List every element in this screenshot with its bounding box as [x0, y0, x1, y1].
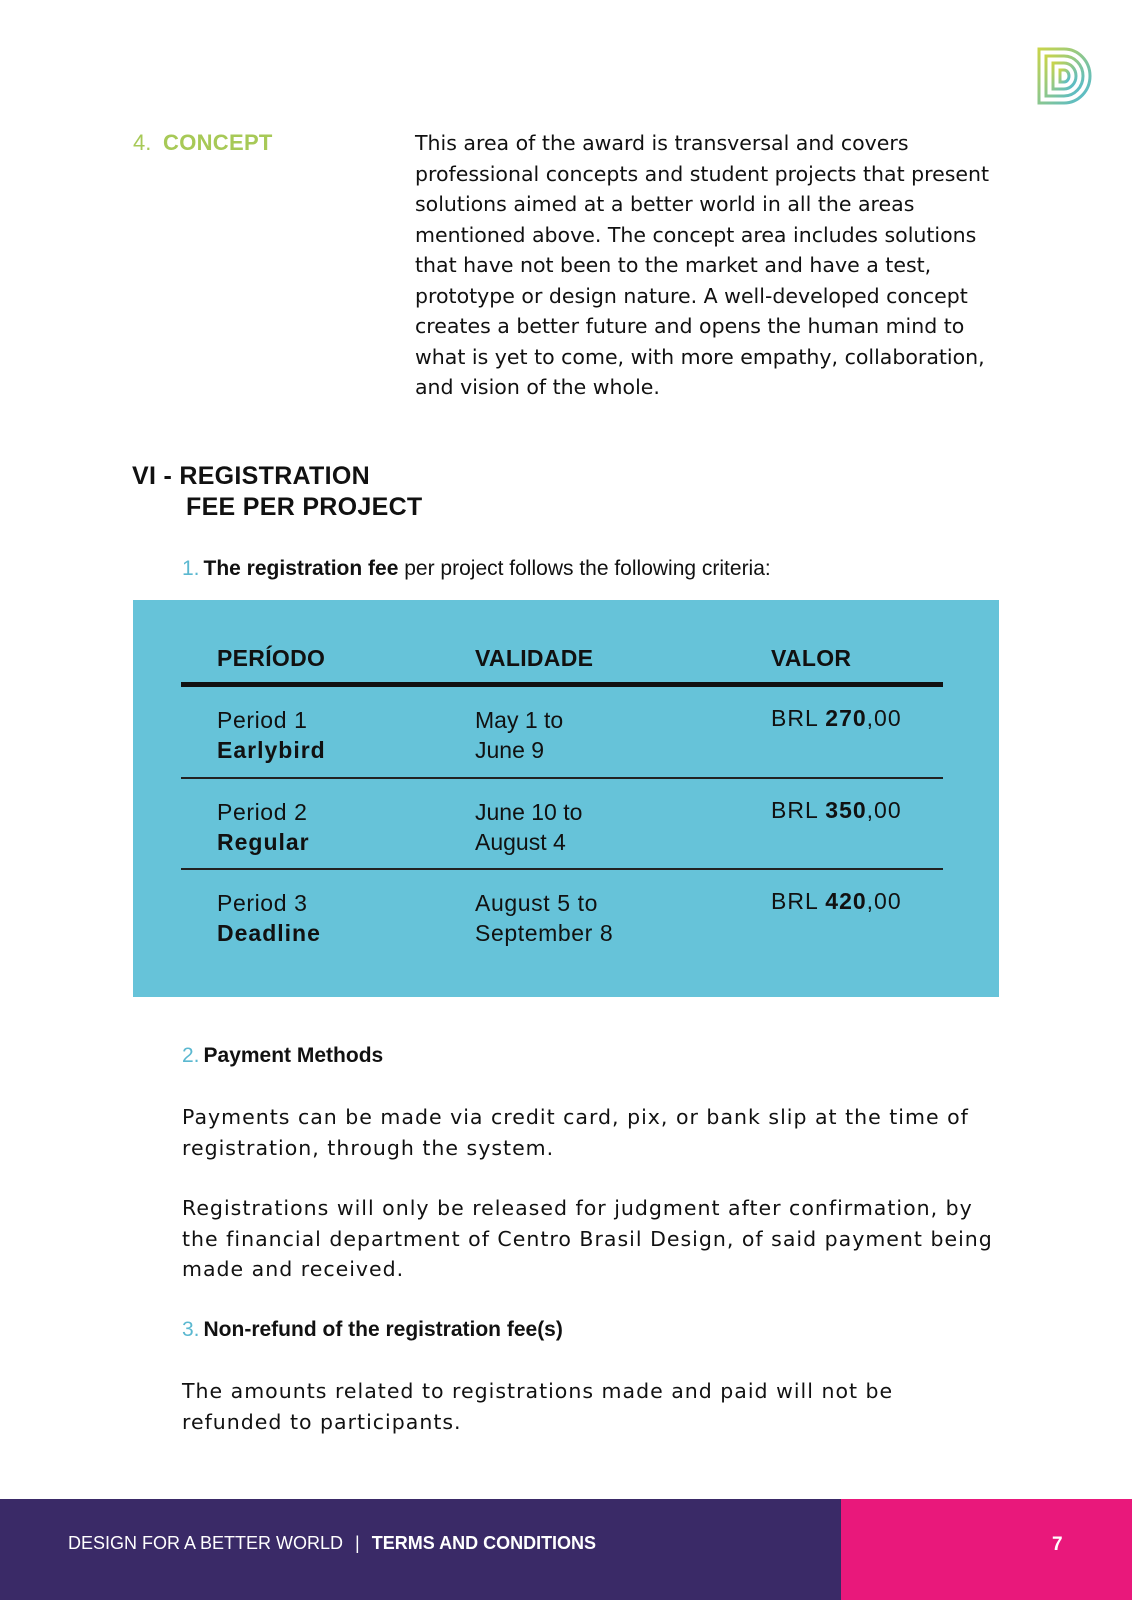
concept-description	[415, 128, 1005, 403]
refund-paragraph	[182, 1376, 1012, 1437]
amount: 270	[825, 705, 867, 731]
period-name: Regular	[217, 829, 310, 855]
item-3-title: Non-refund of the registration fee(s)	[203, 1318, 563, 1341]
text-line: what is yet to come, with more empathy, collaboration,	[415, 344, 985, 369]
text-line: prototype or design nature. A well-developed concept	[415, 283, 968, 308]
table-row-value	[771, 888, 902, 915]
item-3-heading	[182, 1318, 563, 1342]
text-line: the financial department of Centro Brasil Design, of said payment being	[182, 1226, 993, 1251]
section-title	[132, 461, 423, 523]
validity-line: August 5 to	[475, 890, 598, 916]
footer-page-block	[841, 1499, 1132, 1600]
table-row-validity	[475, 705, 563, 765]
validity-line: September 8	[475, 920, 614, 946]
table-row-divider	[181, 868, 943, 870]
footer-text	[68, 1533, 596, 1554]
currency: BRL	[771, 888, 826, 914]
amount: 420	[825, 888, 867, 914]
table-header-period: PERÍODO	[217, 645, 326, 671]
footer-section-title: TERMS AND CONDITIONS	[371, 1533, 597, 1553]
text-line: Payments can be made via credit card, pix, or bank slip at the time of	[182, 1105, 969, 1129]
period-label: Period 1	[217, 707, 308, 733]
table-row-period	[217, 797, 310, 857]
table-header-divider	[181, 682, 943, 687]
table-header-validity: VALIDADE	[475, 645, 594, 671]
table-row-value	[771, 705, 902, 732]
text-line: The amounts related to registrations made and paid will not be	[182, 1379, 894, 1403]
item-1-bold: The registration fee	[203, 557, 399, 580]
validity-line: June 10 to	[475, 799, 583, 825]
table-row-period	[217, 705, 326, 765]
footer-separator: |	[355, 1533, 360, 1553]
currency: BRL	[771, 797, 826, 823]
text-line: that have not been to the market and have a test,	[415, 253, 932, 277]
page-number: 7	[1052, 1534, 1063, 1555]
item-2-heading	[182, 1044, 383, 1068]
text-line: refunded to participants.	[182, 1409, 462, 1434]
validity-line: August 4	[475, 829, 566, 855]
payment-paragraph-1	[182, 1102, 1012, 1163]
text-line: creates a better future and opens the human mind to	[415, 314, 965, 338]
table-row-validity	[475, 797, 582, 857]
text-line: registration, through the system.	[182, 1135, 555, 1160]
footer-publication-title: DESIGN FOR A BETTER WORLD	[68, 1533, 344, 1553]
item-1-intro	[182, 557, 771, 581]
table-row-period	[217, 888, 321, 948]
table-row-value	[771, 797, 902, 824]
period-label: Period 3	[217, 890, 308, 916]
period-name: Earlybird	[217, 737, 326, 763]
payment-paragraph-2	[182, 1193, 1012, 1285]
section-title-line2: FEE PER PROJECT	[186, 493, 423, 521]
text-line: and vision of the whole.	[415, 375, 660, 399]
cents: ,00	[866, 888, 902, 914]
period-name: Deadline	[217, 920, 321, 946]
amount: 350	[825, 797, 867, 823]
text-line: mentioned above. The concept area includes solutions	[415, 222, 977, 247]
cents: ,00	[866, 797, 902, 823]
text-line: Registrations will only be released for judgment after confirmation, by	[182, 1196, 973, 1220]
text-line: This area of the award is transversal and covers	[415, 131, 909, 155]
table-row-validity	[475, 888, 613, 948]
concept-number: 4.	[133, 130, 152, 155]
item-number: 3.	[182, 1318, 200, 1341]
section-title-line1: VI - REGISTRATION	[132, 462, 370, 490]
period-label: Period 2	[217, 799, 308, 825]
item-number: 1.	[182, 557, 200, 580]
text-line: professional concepts and student projects that present	[415, 161, 990, 186]
table-header-value: VALOR	[771, 645, 852, 671]
text-line: solutions aimed at a better world in all the areas	[415, 192, 915, 216]
concentric-d-logo-icon	[1036, 46, 1092, 106]
item-1-rest: per project follows the following criteria:	[398, 557, 771, 580]
item-number: 2.	[182, 1044, 200, 1067]
concept-title: CONCEPT	[163, 130, 273, 155]
table-row-divider	[181, 777, 943, 779]
item-2-title: Payment Methods	[203, 1044, 384, 1067]
currency: BRL	[771, 705, 826, 731]
validity-line: May 1 to	[475, 707, 564, 733]
cents: ,00	[866, 705, 902, 731]
text-line: made and received.	[182, 1257, 405, 1281]
validity-line: June 9	[475, 737, 545, 763]
